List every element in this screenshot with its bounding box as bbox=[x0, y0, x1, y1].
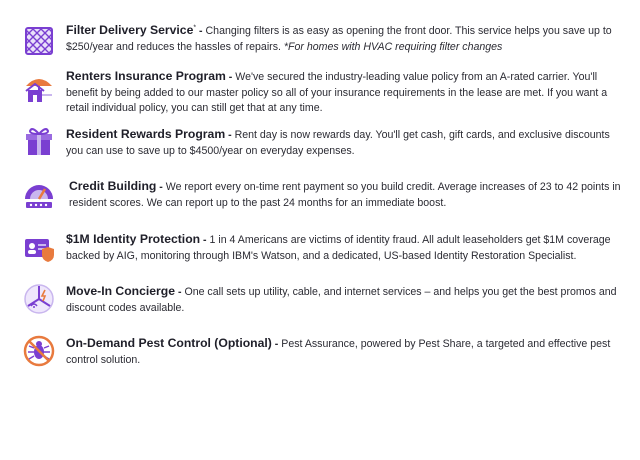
service-text bbox=[69, 179, 622, 211]
service-description: Rent day is now rewards day. You'll get cash, gift cards, and exclusive discounts you can use to save up to $4500/year on everyday expenses. bbox=[66, 129, 610, 157]
utilities-icon bbox=[22, 282, 56, 316]
title-separator: - bbox=[225, 129, 235, 141]
title-separator: - bbox=[200, 234, 210, 246]
gift-icon bbox=[22, 124, 56, 158]
service-title: Renters Insurance Program bbox=[66, 69, 226, 83]
service-text bbox=[66, 127, 622, 159]
service-description: 1 in 4 Americans are victims of identity fraud. All adult leaseholders get $1M coverage backed by AIG, monitoring through IBM's Watson, and a dedicated, US-based Identity Restoration Specialist. bbox=[66, 234, 611, 262]
service-title: Filter Delivery Service bbox=[66, 23, 194, 37]
title-asterisk: * bbox=[193, 24, 197, 32]
title-separator: - bbox=[271, 338, 282, 350]
id-card-icon bbox=[22, 231, 56, 265]
service-text bbox=[66, 23, 622, 55]
service-title: On-Demand Pest Control (Optional) bbox=[66, 336, 272, 350]
service-description: We've secured the industry-leading value policy from an A-rated carrier. You'll benefit by being added to our master policy so all of your insurance requirements in the lease are met. If you want a retail individual policy, you can still get that at any time. bbox=[66, 71, 608, 115]
title-separator: - bbox=[156, 181, 166, 193]
title-separator: - bbox=[225, 71, 236, 83]
service-footnote: *For homes with HVAC requiring filter changes bbox=[283, 40, 503, 53]
title-separator: - bbox=[175, 286, 185, 298]
credit-gauge-icon bbox=[22, 179, 56, 213]
service-title: $1M Identity Protection bbox=[66, 232, 201, 246]
umbrella-house-icon bbox=[22, 72, 56, 106]
service-text bbox=[66, 284, 622, 316]
service-title: Resident Rewards Program bbox=[66, 127, 226, 141]
title-separator: - bbox=[196, 25, 206, 37]
pest-control-icon bbox=[22, 334, 56, 368]
filter-icon bbox=[22, 24, 56, 58]
service-description: Pest Assurance, powered by Pest Share, a targeted and effective pest control solution. bbox=[66, 338, 611, 366]
service-title: Credit Building bbox=[69, 179, 157, 193]
service-description: Changing filters is as easy as opening the front door. This service helps you save up to $250/year and reduces the hassles of repairs. bbox=[66, 25, 612, 53]
service-description: We report every on-time rent payment so you build credit. Average increases of 23 to 42 points in resident scores. We can report up to the past 24 months for an immediate boost. bbox=[69, 181, 621, 209]
service-text bbox=[66, 69, 622, 117]
service-title: Move-In Concierge bbox=[66, 284, 176, 298]
service-text bbox=[66, 232, 622, 264]
service-description: One call sets up utility, cable, and internet services – and helps you get the best promos and discount codes available. bbox=[66, 286, 617, 314]
service-text bbox=[66, 336, 622, 368]
